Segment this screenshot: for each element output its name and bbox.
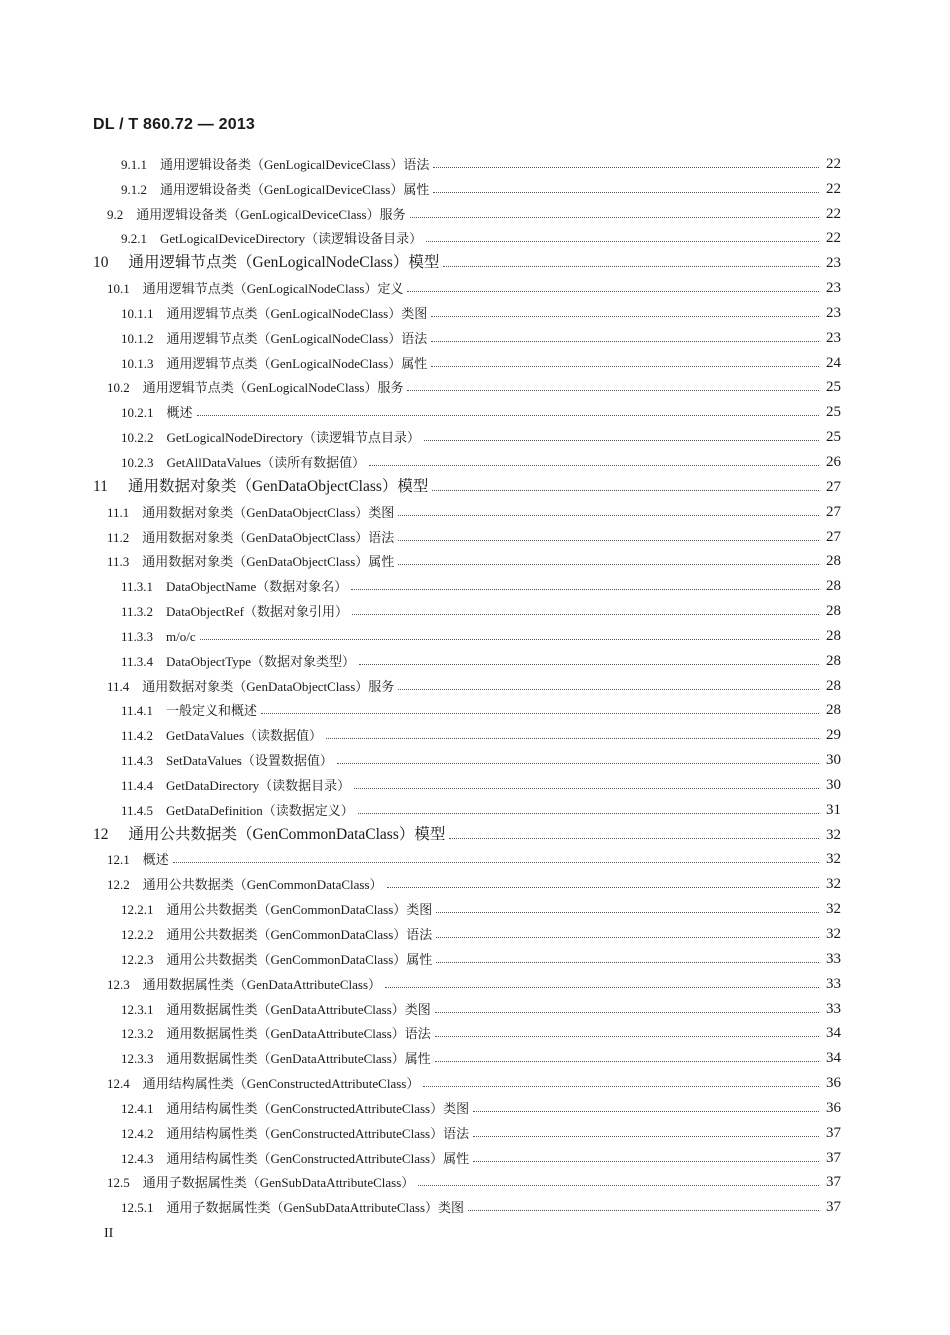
toc-entry-title: 通用数据对象类（GenDataObjectClass）服务 xyxy=(142,678,395,694)
toc-entry-number: 11.4.4 xyxy=(121,777,154,793)
dot-leader xyxy=(473,1136,837,1137)
dot-leader xyxy=(407,291,837,292)
toc-entry-page: 32 xyxy=(819,926,841,943)
toc-entry-page: 23 xyxy=(819,280,841,297)
toc-entry-title: DataObjectRef（数据对象引用） xyxy=(166,604,348,620)
dot-leader xyxy=(431,366,837,367)
toc-entry-number: 11.4.5 xyxy=(121,802,154,818)
dot-leader xyxy=(449,838,837,839)
toc-entry[interactable] xyxy=(0,1042,950,1067)
toc-entry-number: 11.3.2 xyxy=(121,604,154,620)
toc-entry[interactable] xyxy=(0,1142,950,1167)
toc-entry-page: 28 xyxy=(819,603,841,620)
toc-entry-number: 12.2.3 xyxy=(121,951,154,967)
toc-entry-number: 9.2 xyxy=(107,206,124,222)
toc-entry-number: 12.4 xyxy=(107,1076,130,1092)
toc-entry[interactable] xyxy=(0,546,950,571)
toc-entry-number: 12.1 xyxy=(107,852,130,868)
toc-entry-number: 10.2.2 xyxy=(121,430,154,446)
toc-entry[interactable] xyxy=(0,645,950,670)
toc-entry-number: 11.4.2 xyxy=(121,728,154,744)
toc-entry-page: 23 xyxy=(819,255,841,272)
toc-entry-title: 通用结构属性类（GenConstructedAttributeClass）属性 xyxy=(166,1150,470,1166)
dot-leader xyxy=(200,639,837,640)
toc-entry-title: 通用数据属性类（GenDataAttributeClass） xyxy=(142,976,382,992)
dot-leader xyxy=(387,887,837,888)
toc-entry-number: 11.3.4 xyxy=(121,653,154,669)
dot-leader xyxy=(407,390,837,391)
toc-entry[interactable] xyxy=(0,719,950,744)
toc-entry-number: 11.3 xyxy=(107,554,130,570)
dot-leader xyxy=(435,1061,837,1062)
toc-entry-title: GetDataDirectory（读数据目录） xyxy=(166,777,351,793)
toc-entry-title: 概述 xyxy=(142,852,169,868)
toc-entry-page: 27 xyxy=(819,529,841,546)
dot-leader xyxy=(173,862,837,863)
toc-entry-page: 36 xyxy=(819,1100,841,1117)
toc-entry[interactable] xyxy=(0,1117,950,1142)
toc-entry-number: 12.3.3 xyxy=(121,1051,154,1067)
toc-entry-page: 33 xyxy=(819,951,841,968)
toc-entry[interactable] xyxy=(0,372,950,397)
toc-entry[interactable] xyxy=(0,347,950,372)
toc-entry-number: 9.1.1 xyxy=(121,156,147,172)
toc-entry-page: 22 xyxy=(819,206,841,223)
toc-entry[interactable] xyxy=(0,198,950,223)
toc-entry[interactable] xyxy=(0,595,950,620)
dot-leader xyxy=(435,1036,837,1037)
toc-entry-title: 通用数据对象类（GenDataObjectClass）语法 xyxy=(142,529,395,545)
toc-entry-number: 12.2 xyxy=(107,877,130,893)
toc-entry-title: 通用逻辑节点类（GenLogicalNodeClass）语法 xyxy=(166,330,428,346)
toc-entry-title: 通用数据属性类（GenDataAttributeClass）语法 xyxy=(166,1026,431,1042)
toc-entry-page: 27 xyxy=(819,479,841,496)
dot-leader xyxy=(369,465,837,466)
toc-entry[interactable] xyxy=(0,1191,950,1216)
toc-entry[interactable] xyxy=(0,993,950,1018)
dot-leader xyxy=(351,589,837,590)
toc-entry-number: 11.4.1 xyxy=(121,703,154,719)
toc-entry[interactable] xyxy=(0,148,950,173)
toc-entry-page: 23 xyxy=(819,330,841,347)
toc-entry-page: 37 xyxy=(819,1125,841,1142)
toc-entry-page: 32 xyxy=(819,876,841,893)
dot-leader xyxy=(398,540,837,541)
dot-leader xyxy=(443,266,837,267)
toc-entry-page: 28 xyxy=(819,678,841,695)
toc-entry-title: 通用逻辑设备类（GenLogicalDeviceClass）语法 xyxy=(160,156,430,172)
toc-entry-number: 9.2.1 xyxy=(121,231,147,247)
dot-leader xyxy=(354,788,837,789)
dot-leader xyxy=(326,738,837,739)
dot-leader xyxy=(398,515,837,516)
toc-entry-number: 10.1.3 xyxy=(121,355,154,371)
toc-entry-title: GetLogicalDeviceDirectory（读逻辑设备目录） xyxy=(160,231,423,247)
toc-entry-page: 34 xyxy=(819,1050,841,1067)
toc-entry[interactable] xyxy=(0,968,950,993)
toc-entry[interactable] xyxy=(0,446,950,471)
toc-entry-title: 通用结构属性类（GenConstructedAttributeClass）语法 xyxy=(166,1125,470,1141)
toc-entry-number: 12.5 xyxy=(107,1175,130,1191)
toc-entry-page: 27 xyxy=(819,504,841,521)
toc-entry-number: 10 xyxy=(93,254,109,272)
toc-entry-title: 通用数据属性类（GenDataAttributeClass）属性 xyxy=(166,1051,431,1067)
toc-entry-number: 12.2.1 xyxy=(121,902,154,918)
toc-entry[interactable] xyxy=(0,1018,950,1043)
toc-entry-number: 10.1.1 xyxy=(121,305,154,321)
dot-leader xyxy=(433,167,837,168)
dot-leader xyxy=(436,962,837,963)
dot-leader xyxy=(359,664,837,665)
toc-entry-page: 22 xyxy=(819,230,841,247)
dot-leader xyxy=(431,316,837,317)
toc-entry-page: 24 xyxy=(819,355,841,372)
toc-entry-title: 通用公共数据类（GenCommonDataClass）类图 xyxy=(166,902,433,918)
toc-entry[interactable] xyxy=(0,496,950,521)
toc-entry-title: 通用结构属性类（GenConstructedAttributeClass） xyxy=(142,1076,420,1092)
toc-entry-number: 12.2.2 xyxy=(121,927,154,942)
toc-entry[interactable] xyxy=(0,844,950,869)
toc-entry-title: GetAllDataValues（读所有数据值） xyxy=(166,454,366,470)
toc-entry-title: 概述 xyxy=(166,405,193,421)
toc-entry[interactable] xyxy=(0,794,950,819)
toc-entry-page: 26 xyxy=(819,454,841,471)
dot-leader xyxy=(436,912,837,913)
dot-leader xyxy=(436,937,837,938)
toc-entry-number: 12.4.2 xyxy=(121,1125,154,1141)
toc-entry-page: 30 xyxy=(819,777,841,794)
dot-leader xyxy=(431,341,837,342)
dot-leader xyxy=(435,1012,837,1013)
toc-entry[interactable] xyxy=(0,471,950,496)
toc-entry[interactable] xyxy=(0,521,950,546)
dot-leader xyxy=(398,564,837,565)
toc-entry-page: 34 xyxy=(819,1025,841,1042)
toc-entry-number: 11.3.1 xyxy=(121,579,154,595)
toc-entry-page: 32 xyxy=(819,827,841,844)
toc-entry-number: 11.1 xyxy=(107,504,130,520)
toc-entry-number: 11.4 xyxy=(107,678,130,694)
toc-entry[interactable] xyxy=(0,943,950,968)
toc-entry-title: 通用公共数据类（GenCommonDataClass）属性 xyxy=(166,951,433,967)
toc-entry-title: 通用数据属性类（GenDataAttributeClass）类图 xyxy=(166,1001,431,1017)
toc-entry-title: 通用逻辑设备类（GenLogicalDeviceClass）服务 xyxy=(136,206,406,222)
toc-entry[interactable] xyxy=(0,272,950,297)
toc-entry[interactable] xyxy=(0,1167,950,1192)
toc-entry-page: 37 xyxy=(819,1150,841,1167)
toc-entry-page: 33 xyxy=(819,976,841,993)
toc-entry-page: 25 xyxy=(819,379,841,396)
toc-entry-page: 36 xyxy=(819,1075,841,1092)
document-code: DL / T 860.72 — 2013 xyxy=(93,116,256,133)
dot-leader xyxy=(352,614,837,615)
dot-leader xyxy=(473,1111,837,1112)
dot-leader xyxy=(197,415,837,416)
toc-entry-title: 通用数据对象类（GenDataObjectClass）属性 xyxy=(142,554,395,570)
toc-entry-title: 通用逻辑节点类（GenLogicalNodeClass）属性 xyxy=(166,355,428,371)
toc-entry-page: 22 xyxy=(819,181,841,198)
toc-entry-number: 10.2.3 xyxy=(121,454,154,470)
toc-entry-page: 22 xyxy=(819,156,841,173)
toc-entry[interactable] xyxy=(0,819,950,844)
toc-entry[interactable] xyxy=(0,322,950,347)
toc-entry-number: 10.1 xyxy=(107,281,130,297)
toc-entry-title: DataObjectName（数据对象名） xyxy=(166,579,348,595)
toc-entry-page: 31 xyxy=(819,802,841,819)
toc-entry-number: 12 xyxy=(93,825,109,843)
toc-entry[interactable] xyxy=(0,695,950,720)
toc-entry-title: 通用子数据属性类（GenSubDataAttributeClass） xyxy=(142,1175,415,1191)
toc-entry-page: 33 xyxy=(819,1001,841,1018)
toc-entry-number: 12.3 xyxy=(107,976,130,992)
toc-entry-title: 通用逻辑节点类（GenLogicalNodeClass）定义 xyxy=(142,281,404,297)
toc-entry-title: 通用逻辑节点类（GenLogicalNodeClass）服务 xyxy=(142,380,404,396)
toc-entry-title: 通用逻辑设备类（GenLogicalDeviceClass）属性 xyxy=(160,181,430,197)
toc-entry-page: 28 xyxy=(819,702,841,719)
toc-entry-page: 23 xyxy=(819,305,841,322)
toc-entry-title: 通用公共数据类（GenCommonDataClass）模型 xyxy=(128,825,446,843)
toc-entry-page: 30 xyxy=(819,752,841,769)
toc-entry-number: 11.4.3 xyxy=(121,753,154,769)
toc-entry-title: GetLogicalNodeDirectory（读逻辑节点目录） xyxy=(166,430,420,446)
dot-leader xyxy=(426,241,837,242)
toc-entry-number: 11.3.3 xyxy=(121,628,154,644)
toc-entry-title: 通用逻辑节点类（GenLogicalNodeClass）模型 xyxy=(128,254,440,272)
toc-entry[interactable] xyxy=(0,670,950,695)
toc-entry-title: 通用公共数据类（GenCommonDataClass）语法 xyxy=(166,927,433,942)
toc-entry[interactable] xyxy=(0,570,950,595)
toc-entry-title: 通用数据对象类（GenDataObjectClass）类图 xyxy=(142,504,395,520)
toc-entry-number: 10.1.2 xyxy=(121,330,154,346)
toc-entry[interactable] xyxy=(0,396,950,421)
toc-entry-title: 通用公共数据类（GenCommonDataClass） xyxy=(142,877,383,893)
toc-entry-number: 12.4.1 xyxy=(121,1100,154,1116)
dot-leader xyxy=(433,192,837,193)
toc-entry-number: 12.3.1 xyxy=(121,1001,154,1017)
toc-entry-number: 11.2 xyxy=(107,529,130,545)
dot-leader xyxy=(398,689,837,690)
toc-entry-number: 12.3.2 xyxy=(121,1026,154,1042)
toc-entry-number: 12.4.3 xyxy=(121,1150,154,1166)
toc-entry[interactable] xyxy=(0,223,950,248)
toc-entry[interactable] xyxy=(0,1067,950,1092)
dot-leader xyxy=(385,987,837,988)
toc-entry-title: 通用结构属性类（GenConstructedAttributeClass）类图 xyxy=(166,1100,470,1116)
toc-entry-title: DataObjectType（数据对象类型） xyxy=(166,653,356,669)
toc-entry[interactable] xyxy=(0,421,950,446)
table-of-contents xyxy=(0,148,950,1216)
toc-entry-page: 25 xyxy=(819,404,841,421)
toc-entry-page: 37 xyxy=(819,1174,841,1191)
dot-leader xyxy=(410,217,837,218)
dot-leader xyxy=(337,763,837,764)
toc-entry-page: 29 xyxy=(819,727,841,744)
page-number: II xyxy=(104,1226,114,1241)
toc-entry-number: 12.5.1 xyxy=(121,1200,154,1216)
toc-entry[interactable] xyxy=(0,620,950,645)
dot-leader xyxy=(432,490,837,491)
toc-entry-number: 10.2 xyxy=(107,380,130,396)
toc-entry-page: 28 xyxy=(819,553,841,570)
toc-entry[interactable] xyxy=(0,868,950,893)
dot-leader xyxy=(418,1185,837,1186)
toc-entry-title: 通用子数据属性类（GenSubDataAttributeClass）类图 xyxy=(166,1200,465,1216)
toc-entry-title: m/o/c xyxy=(166,628,196,644)
toc-entry[interactable] xyxy=(0,297,950,322)
toc-entry-page: 37 xyxy=(819,1199,841,1216)
toc-entry[interactable] xyxy=(0,769,950,794)
toc-entry-page: 28 xyxy=(819,628,841,645)
dot-leader xyxy=(424,440,837,441)
toc-entry-title: 通用数据对象类（GenDataObjectClass）模型 xyxy=(127,477,429,495)
toc-entry[interactable] xyxy=(0,247,950,272)
toc-entry-title: 通用逻辑节点类（GenLogicalNodeClass）类图 xyxy=(166,305,428,321)
dot-leader xyxy=(468,1210,837,1211)
toc-entry-title: GetDataDefinition（读数据定义） xyxy=(166,802,354,818)
toc-entry-page: 32 xyxy=(819,851,841,868)
toc-entry[interactable] xyxy=(0,173,950,198)
toc-entry-page: 25 xyxy=(819,429,841,446)
dot-leader xyxy=(473,1161,837,1162)
toc-entry-number: 10.2.1 xyxy=(121,405,154,421)
toc-entry[interactable] xyxy=(0,744,950,769)
toc-entry-title: SetDataValues（设置数据值） xyxy=(166,753,333,769)
dot-leader xyxy=(423,1086,837,1087)
toc-entry[interactable] xyxy=(0,918,950,943)
toc-entry-title: 一般定义和概述 xyxy=(166,703,258,719)
toc-entry-page: 28 xyxy=(819,578,841,595)
toc-entry-title: GetDataValues（读数据值） xyxy=(166,728,322,744)
toc-entry[interactable] xyxy=(0,893,950,918)
dot-leader xyxy=(358,813,837,814)
toc-entry-page: 32 xyxy=(819,901,841,918)
toc-entry-page: 28 xyxy=(819,653,841,670)
dot-leader xyxy=(261,713,837,714)
toc-entry[interactable] xyxy=(0,1092,950,1117)
toc-entry-number: 9.1.2 xyxy=(121,181,147,197)
toc-entry-number: 11 xyxy=(93,477,108,495)
